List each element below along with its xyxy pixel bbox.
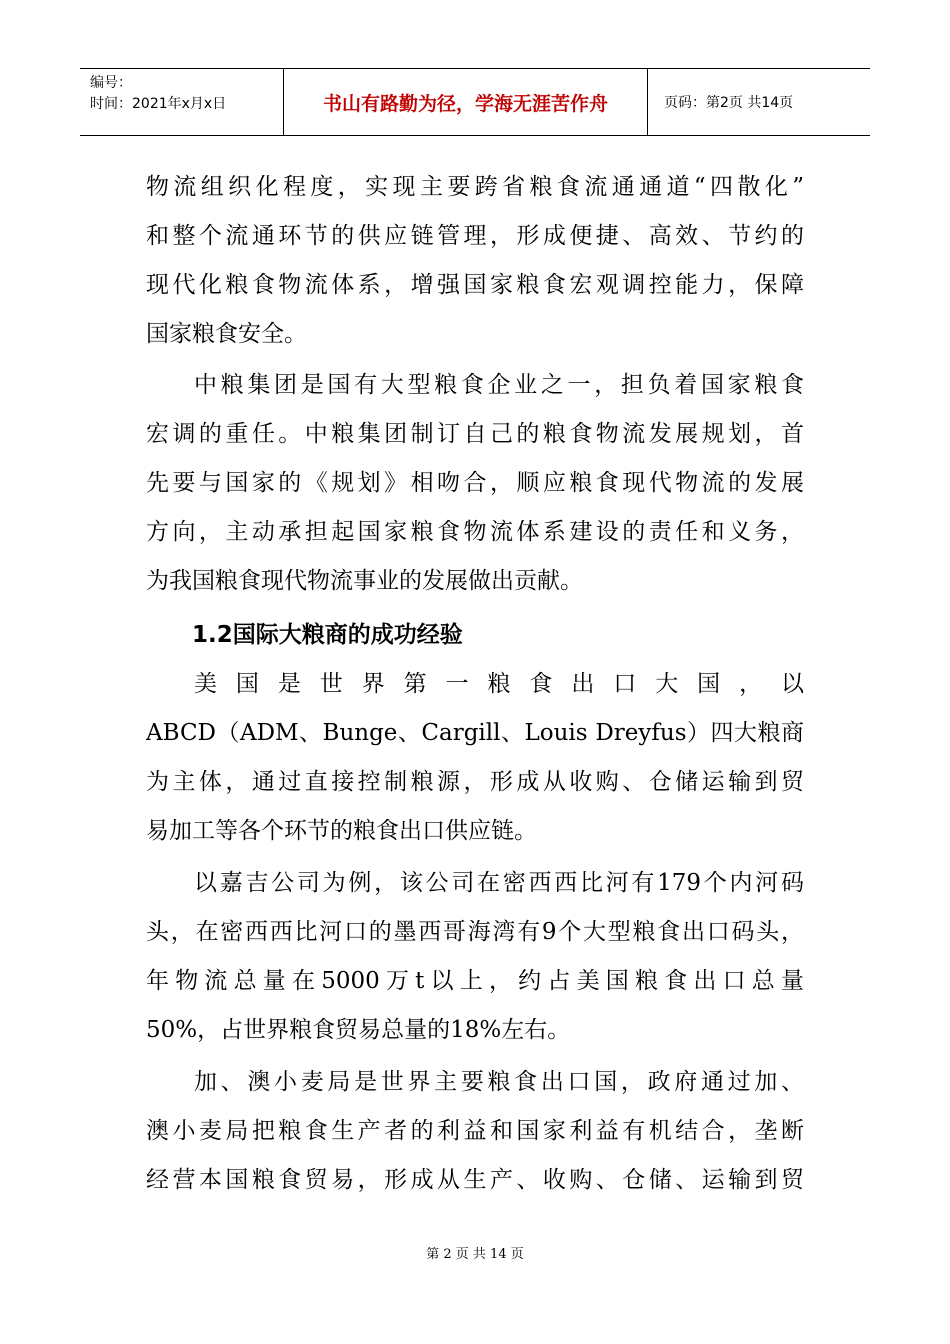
page-footer: 第 2 页 共 14 页 bbox=[426, 1247, 524, 1262]
text-line: 方向，主动承担起国家粮食物流体系建设的责任和义务， bbox=[146, 519, 804, 545]
time-label: 时间：2021年x月x日 bbox=[90, 96, 227, 112]
text-line: 头，在密西西比河口的墨西哥海湾有9个大型粮食出口码头， bbox=[146, 919, 804, 945]
text-line: ABCD（ADM、Bunge、Cargill、Louis Dreyfus）四大粮商 bbox=[146, 720, 804, 746]
text-line: 以嘉吉公司为例，该公司在密西西比河有179个内河码 bbox=[194, 870, 804, 896]
text-line: 宏调的重任。中粮集团制订自己的粮食物流发展规划，首 bbox=[146, 421, 804, 447]
text-line: 经营本国粮食贸易，形成从生产、收购、仓储、运输到贸 bbox=[146, 1167, 804, 1193]
text-line: 现代化粮食物流体系，增强国家粮食宏观调控能力，保障 bbox=[146, 272, 804, 298]
text-line: 先要与国家的《规划》相吻合，顺应粮食现代物流的发展 bbox=[146, 470, 804, 496]
text-line: 加、澳小麦局是世界主要粮食出口国，政府通过加、 bbox=[194, 1069, 804, 1095]
text-line: 物流组织化程度，实现主要跨省粮食流通通道“四散化” bbox=[146, 174, 804, 200]
section-heading: 1.2国际大粮商的成功经验 bbox=[192, 622, 463, 648]
text-line: 国家粮食安全。 bbox=[146, 321, 307, 347]
header-meta bbox=[80, 69, 284, 135]
text-line: 美国是世界第一粮食出口大国，以 bbox=[194, 671, 804, 697]
page-header bbox=[80, 68, 870, 136]
text-line: 澳小麦局把粮食生产者的利益和国家利益有机结合，垄断 bbox=[146, 1118, 804, 1144]
text-line: 为主体，通过直接控制粮源，形成从收购、仓储运输到贸 bbox=[146, 769, 804, 795]
text-line: 和整个流通环节的供应链管理，形成便捷、高效、节约的 bbox=[146, 223, 804, 249]
text-line: 50%，占世界粮食贸易总量的18%左右。 bbox=[146, 1017, 571, 1043]
header-page-info: 页码：第2页 共14页 bbox=[664, 95, 794, 111]
text-line: 年物流总量在5000万t以上，约占美国粮食出口总量 bbox=[146, 968, 804, 994]
number-label: 编号： bbox=[90, 75, 132, 91]
text-line: 易加工等各个环节的粮食出口供应链。 bbox=[146, 818, 537, 844]
text-line: 为我国粮食现代物流事业的发展做出贡献。 bbox=[146, 568, 583, 594]
header-motto: 书山有路勤为径，学海无涯苦作舟 bbox=[284, 69, 648, 135]
text-line: 中粮集团是国有大型粮食企业之一，担负着国家粮食 bbox=[194, 372, 804, 398]
